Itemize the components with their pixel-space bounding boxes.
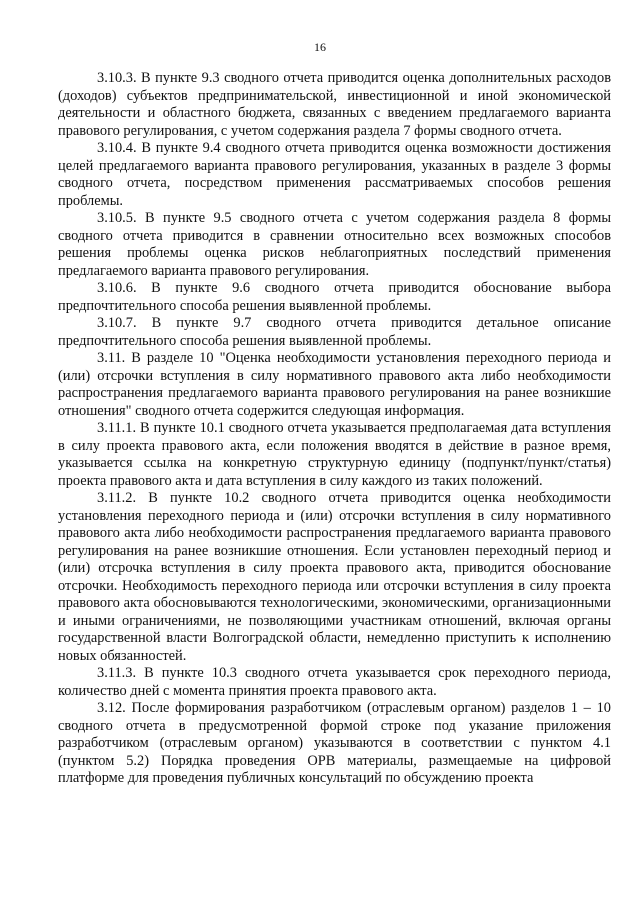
paragraph-3-11-2: 3.11.2. В пункте 10.2 сводного отчета приводится оценка необходимости установления переходного периода и (или) отсрочки вступления в силу нормативного правового акта либо необходимости распространения предлагаемого варианта правового регулирования на ранее возникшие отношения. Если установлен переходный период и (или) отсрочка вступления в силу проекта правового акта, приводится обоснование отсрочки. Необходимость переходного периода или отсрочки вступления в силу проекта правового акта обосновываются технологическими, экономическими, организационными и иными ограничениями, не позволяющими участникам отношений, включая органы государственной власти Волгоградской области, немедленно приступить к исполнению новых обязанностей. bbox=[58, 490, 611, 664]
paragraph-3-12: 3.12. После формирования разработчиком (отраслевым органом) разделов 1 – 10 сводного отчета в предусмотренной формой строке под указание приложения разработчиком (отраслевым органом) указываются в соответствии с пунктом 4.1 (пунктом 5.2) Порядка проведения ОРВ материалы, размещаемые на цифровой платформе для проведения публичных консультаций по обсуждению проекта bbox=[58, 700, 611, 786]
paragraph-3-10-3: 3.10.3. В пункте 9.3 сводного отчета приводится оценка дополнительных расходов (доходов) субъектов предпринимательской, инвестиционной и иной экономической деятельности и областного бюджета, связанных с введением предлагаемого варианта правового регулирования, с учетом содержания раздела 7 формы сводного отчета. bbox=[58, 70, 611, 139]
paragraph-3-11-1: 3.11.1. В пункте 10.1 сводного отчета указывается предполагаемая дата вступления в силу проекта правового акта, если положения вводятся в действие в разное время, указывается ссылка на конкретную структурную единицу (подпункт/пункт/статья) проекта правового акта и дата вступления в силу каждого из таких положений. bbox=[58, 420, 611, 489]
document-body bbox=[58, 70, 611, 788]
paragraph-3-11: 3.11. В разделе 10 "Оценка необходимости установления переходного периода и (или) отсрочки вступления в силу нормативного правового акта либо необходимости распространения предлагаемого варианта правового регулирования на ранее возникшие отношения" сводного отчета содержится следующая информация. bbox=[58, 350, 611, 419]
paragraph-3-10-7: 3.10.7. В пункте 9.7 сводного отчета приводится детальное описание предпочтительного способа решения выявленной проблемы. bbox=[58, 315, 611, 349]
paragraph-3-10-4: 3.10.4. В пункте 9.4 сводного отчета приводится оценка возможности достижения целей предлагаемого варианта правового регулирования, указанных в разделе 3 формы сводного отчета, посредством применения рассматриваемых способов решения проблемы. bbox=[58, 140, 611, 209]
paragraph-3-10-6: 3.10.6. В пункте 9.6 сводного отчета приводится обоснование выбора предпочтительного способа решения выявленной проблемы. bbox=[58, 280, 611, 314]
page-number: 16 bbox=[314, 40, 326, 54]
paragraph-3-10-5: 3.10.5. В пункте 9.5 сводного отчета с учетом содержания раздела 8 формы сводного отчета приводится в сравнении относительно всех возможных способов решения проблемы оценка рисков неблагоприятных последствий применения предлагаемого варианта правового регулирования. bbox=[58, 210, 611, 279]
paragraph-3-11-3: 3.11.3. В пункте 10.3 сводного отчета указывается срок переходного периода, количество дней с момента принятия проекта правового акта. bbox=[58, 665, 611, 699]
